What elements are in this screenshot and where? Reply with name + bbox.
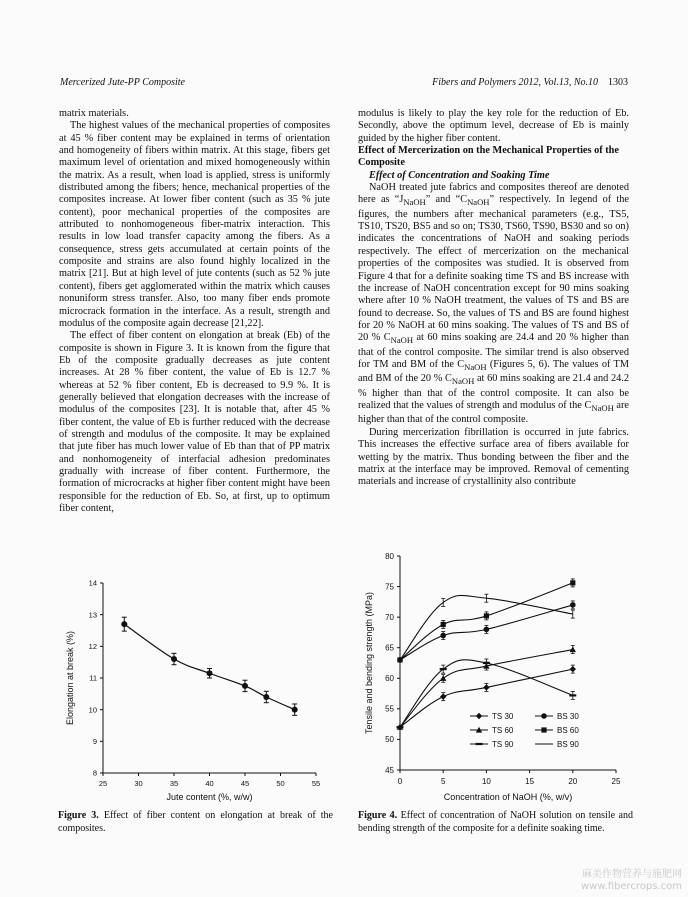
legend-label: BS 90 xyxy=(557,740,579,749)
y-tick-label: 45 xyxy=(385,765,394,775)
data-point xyxy=(570,602,576,608)
y-tick-label: 13 xyxy=(88,610,97,620)
y-tick-label: 70 xyxy=(385,612,394,622)
data-point xyxy=(441,622,446,627)
legend-marker xyxy=(541,713,547,719)
x-tick-label: 40 xyxy=(205,779,214,788)
data-point xyxy=(171,656,177,662)
data-point xyxy=(263,694,269,700)
x-tick-label: 25 xyxy=(611,777,621,786)
watermark-cn: 麻美作物营养与施肥网 xyxy=(582,869,682,880)
x-tick-label: 0 xyxy=(397,777,403,786)
data-point xyxy=(484,627,490,633)
y-tick-label: 55 xyxy=(385,704,394,714)
subsection-heading: Effect of Concentration and Soaking Time xyxy=(369,169,550,181)
figure-3-caption: Figure 3. Effect of fiber content on elongation at break of the composites. xyxy=(58,810,333,834)
x-tick-label: 30 xyxy=(134,779,143,788)
right-column xyxy=(358,108,629,489)
watermark-url: www.fibercrops.com xyxy=(580,881,682,892)
x-tick-label: 50 xyxy=(276,779,285,788)
y-axis-label: Tensile and bending strength (MPa) xyxy=(364,591,374,735)
left-column xyxy=(59,108,330,515)
y-tick-label: 80 xyxy=(385,551,394,561)
running-header-right xyxy=(432,77,628,88)
legend-label: TS 90 xyxy=(492,740,514,749)
data-point xyxy=(121,621,127,627)
data-point xyxy=(570,580,575,585)
data-point xyxy=(440,675,446,681)
data-point xyxy=(207,670,213,676)
section-heading: Effect of Mercerization on the Mechanical Properties of the Composite xyxy=(358,145,619,169)
x-tick-label: 25 xyxy=(98,779,108,788)
legend-marker xyxy=(541,727,546,732)
data-point xyxy=(483,684,489,690)
journal-citation: Fibers and Polymers 2012, Vol.13, No.10 xyxy=(432,77,598,88)
x-tick-label: 15 xyxy=(525,777,535,786)
figure-3-svg xyxy=(58,575,333,805)
data-point xyxy=(440,633,446,639)
x-axis-label: Concentration of NaOH (%, w/v) xyxy=(443,792,573,802)
paragraph: The highest values of the mechanical properties of composites at 45 % fiber content may be explained in terms of orientation and homogeneity of fibers within matrix. At this stage, fibers get maximum level of orientation and mixed homogeneously within the matrix. As a result, when load is applied, stress is uniformly distributed among the fibers; hence, mechanical properties of the composites increase. At lower fiber content (such as 35 % jute content), poor mechanical properties of the composites are attributed to nonhomogeneous fiber-matrix interaction. This results in low load transfer capacity among the fibers. As a consequence, stress gets accumulated at certain points of the composite and strains are also found highly localized in the matrix [21]. But at high level of jute contents (such as 52 % jute content), fibers get agglomerated within the matrix which causes nonuniform stress transfer. Also, too many fiber ends promote microcrack formation in the interface. As a result, strength and modulus of the composite again decrease [21,22]. xyxy=(59,120,330,329)
x-axis-label: Jute content (%, w/w) xyxy=(166,792,253,802)
x-tick-label: 20 xyxy=(568,777,578,786)
data-point xyxy=(484,613,489,618)
paragraph: NaOH treated jute fabrics and composites thereof are denoted here as “$J_{NaOH}$” and “$C_{NaOH}$” respectively. In legend of the figures, the numbers after mechanical parameters (e.g., TS5, TS10, TS20, BS5 and so on; TS30, TS60, TS90, BS30 and so on) indicates the concentrations of NaOH and soaking periods respectively. The effect of mercerization on the mechanical properties of the composites was studied. It is observed from Figure 4 that for a definite soaking time TS and BS increase with the increase of NaOH concentration except for 90 mins soaking where after 10 % NaOH treatment, the values of TS and BS are found to decrease. So, the values of TS and BS are found highest for 20 % NaOH at 60 mins soaking. The values of TS and BS of 20 % $C_{NaOH}$ at 60 mins soaking are 24.4 and 20 % higher than that of the control composite. The similar trend is also observed for TM and BM of the $C_{NaOH}$ (Figures 5, 6). The values of TM and BM of the 20 % $C_{NaOH}$ at 60 mins soaking are 21.4 and 24.2 % higher than that of the control composite. It can also be realized that the values of strength and modulus of the $C_{NaOH}$ are higher than that of the control composite. xyxy=(358,182,630,426)
y-tick-label: 75 xyxy=(385,582,394,592)
legend-label: TS 30 xyxy=(492,712,514,721)
y-tick-label: 65 xyxy=(385,643,394,653)
figure-4-caption: Figure 4. Effect of concentration of NaOH solution on tensile and bending strength of the composite for a definite soaking time. xyxy=(358,810,633,834)
figure-3-chart xyxy=(58,575,333,805)
legend-label: TS 60 xyxy=(492,726,514,735)
x-tick-label: 35 xyxy=(169,779,179,788)
x-tick-label: 45 xyxy=(240,779,250,788)
y-tick-label: 8 xyxy=(92,768,97,778)
y-tick-label: 12 xyxy=(88,641,97,651)
x-tick-label: 55 xyxy=(311,779,321,788)
x-tick-label: 5 xyxy=(440,777,446,786)
data-point xyxy=(242,683,248,689)
data-point xyxy=(440,693,446,699)
y-tick-label: 11 xyxy=(89,673,97,683)
data-point xyxy=(292,707,298,713)
paragraph: The effect of fiber content on elongation at break (Eb) of the composite is shown in Figure 3. It is known from the figure that Eb of the composite gradually decreases as jute content increases. At 28 % fiber content, the value of Eb is 12.7 % whereas at 52 % fiber content, Eb is decreased to 9.9 %. It is generally believed that elongation decreases with the increase of modulus of the composites [23]. It is notable that, after 45 % fiber content, the value of Eb is further reduced with the decrease of strength and modulus of the composite. It may be explained that jute fiber has much lower value of Eb than that of PP matrix and nonhomogeneity of interfacial adhesion predominates gradually with increase of fiber content. Furthermore, the formation of microcracks at higher fiber content might have been responsible for the reduction of Eb. So, at first, up to optimum fiber content, xyxy=(59,330,330,514)
legend-marker xyxy=(476,713,482,719)
x-tick-label: 10 xyxy=(481,777,491,786)
y-tick-label: 10 xyxy=(88,705,97,715)
data-point xyxy=(570,646,576,652)
legend-label: BS 60 xyxy=(557,726,579,735)
legend-label: BS 30 xyxy=(557,712,579,721)
y-tick-label: 9 xyxy=(92,736,97,746)
page-number: 1303 xyxy=(608,77,628,88)
y-tick-label: 50 xyxy=(385,735,394,745)
y-axis-label: Elongation at break (%) xyxy=(65,630,75,726)
series-line xyxy=(400,669,573,727)
y-tick-label: 60 xyxy=(385,674,394,684)
paragraph: modulus is likely to play the key role for the reduction of Eb. Secondly, above the optimum level, decrease of Eb is mainly guided by the higher fiber content. xyxy=(358,108,629,144)
figure-4-chart xyxy=(358,548,633,810)
running-header-left: Mercerized Jute-PP Composite xyxy=(60,77,185,88)
watermark xyxy=(581,869,682,893)
paragraph: During mercerization fibrillation is occurred in jute fabrics. This increases the effective surface area of fibers available for wetting by the matrix. Thus bonding between the fiber and the matrix at the interface may be improved. Removal of cementing materials and increase of crystallinity also contribute xyxy=(358,426,629,488)
figure-4-svg xyxy=(358,548,633,810)
paragraph: matrix materials. xyxy=(59,108,129,119)
data-point xyxy=(570,666,576,672)
y-tick-label: 14 xyxy=(88,578,97,588)
